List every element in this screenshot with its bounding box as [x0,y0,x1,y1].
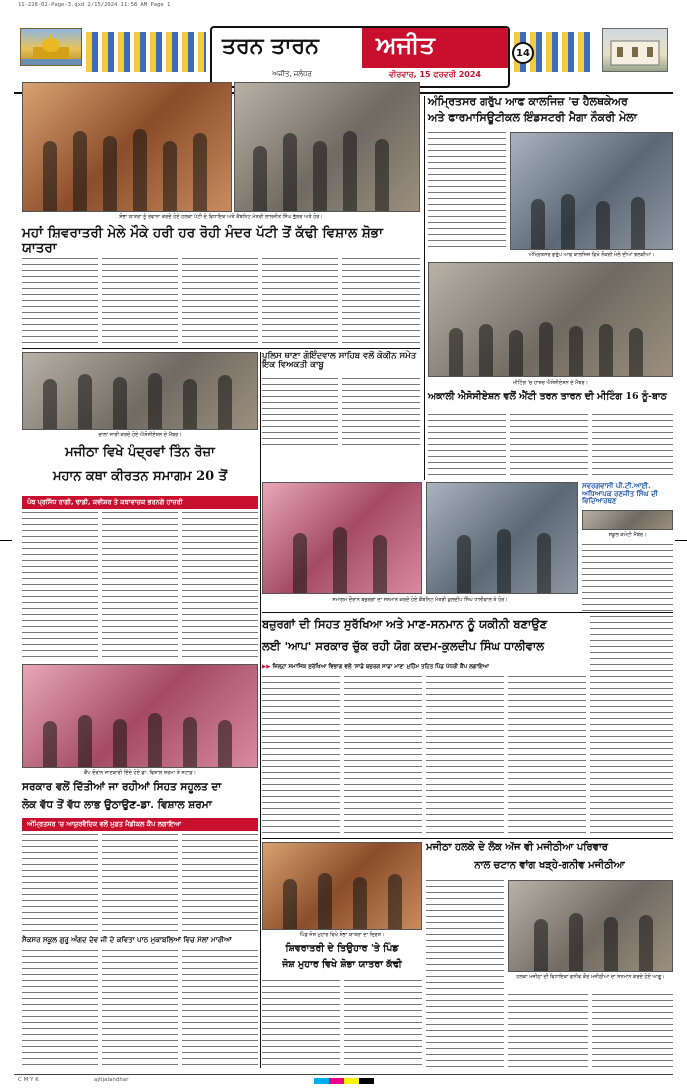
school-col-1 [22,950,98,1068]
health-camp-photo [22,664,258,768]
footer-slug: ajitjalandhar [94,1077,129,1083]
village-headline-2: ਜੋਸ਼ ਮੁਹਾਰ ਵਿਖੇ ਸ਼ੋਭਾ ਯਾਤਰਾ ਕੱਢੀ [282,959,402,970]
shivratri-col-5 [342,258,420,344]
right-short-photo [582,510,673,530]
amritsar-headline-1: ਅੰਮ੍ਰਿਤਸਰ ਗਰੁੱਪ ਆਫ ਕਾਲਜਿਜ਼ 'ਚ ਹੈਲਥਕੇਅਰ [428,95,628,108]
majithia-caption: ਹਲਕਾ ਮਜੀਠਾ ਦੀ ਵਿਧਾਇਕਾ ਗਨੀਵ ਕੌਰ ਮਜੀਠੀਆ ਦਾ ਸਨਮਾਨ ਕਰਦੇ ਹੋਏ ਆਗੂ। [516,974,665,980]
police-col-1 [262,378,338,448]
elders-event-photo-1 [262,482,422,594]
majitha-col-1 [22,512,98,660]
pensioners-photo-caption: ਮੀਟਿੰਗ 'ਚ ਹਾਜ਼ਰ ਐਸੋਸੀਏਸ਼ਨ ਦੇ ਮੈਂਬਰ। [512,380,589,386]
majitha-kicker: ਪੰਥ ਪ੍ਰਸਿੱਧ ਰਾਗੀ, ਢਾਡੀ, ਕਵੀਸ਼ਰ ਤੇ ਕਥਾਵਾਚਕ ਭਰਨਗੇ ਹਾਜ਼ਰੀ [22,496,258,509]
elders-col-2 [344,676,422,836]
right-short-caption: ਸਕੂਲ ਕਮੇਟੀ ਮੈਂਬਰ। [608,532,647,538]
shivratri-col-1 [22,258,98,344]
city-title: ਤਰਨ ਤਾਰਨ [222,33,319,59]
job-fair-caption: ਅੰਮ੍ਰਿਤਸਰ ਗਰੁੱਪ ਆਫ ਕਾਲਜਿਜ਼ ਵਿਖੇ ਨੌਕਰੀ ਮੇਲੇ ਦੀਆਂ ਝਲਕੀਆਂ। [528,252,655,258]
village-photo-caption: ਪਿੰਡ ਜੋਸ਼ ਮੁਹਾਰ ਵਿਖੇ ਸ਼ੋਭਾ ਯਾਤਰਾ ਦਾ ਦ੍ਰਿਸ਼। [299,932,385,938]
health-col-2 [102,834,178,932]
shivratri-col-3 [182,258,258,344]
majithia-headline-2: ਨਾਲ ਚਟਾਨ ਵਾਂਗ ਖੜ੍ਹੇ-ਗਨੀਵ ਮਜੀਠੀਆ [474,860,625,871]
village-col-1 [262,980,340,1068]
color-registration-bar [314,1078,374,1084]
building-image [602,28,668,72]
page-number: 14 [512,42,534,64]
majithia-col-3 [592,994,673,1068]
elders-headline-1: ਬਜ਼ੁਰਗਾਂ ਦੀ ਸਿਹਤ ਸੁਰੱਖਿਆ ਅਤੇ ਮਾਣ-ਸਨਮਾਨ ਨੂੰ ਯਕੀਨੀ ਬਣਾਉਣ [262,617,548,631]
procession-photo-1 [22,82,232,212]
top-photo-caption: ਸ਼ੋਭਾ ਯਾਤਰਾ ਨੂੰ ਰਵਾਨਾ ਕਰਦੇ ਹੋਏ ਹਲਕਾ ਪੱਟੀ ਦੇ ਵਿਧਾਇਕ ਅਤੇ ਕੈਬਨਿਟ ਮੰਤਰੀ ਲਾਲਜੀਤ ਸਿੰਘ ਭੁੱਲਰ ਅਤੇ ਹੋਰ। [119,214,323,220]
amritsar-headline-2: ਅਤੇ ਫਾਰਮਾਸਿਊਟੀਕਲ ਇੰਡਸਟਰੀ ਮੈਗਾ ਨੌਕਰੀ ਮੇਲਾ [428,111,637,124]
health-kicker: ਅੰਮ੍ਰਿਤਸਰ 'ਚ ਆਯੁਰਵੈਦਿਕ ਵਲੋਂ ਮੁਫ਼ਤ ਮੈਡੀਕਲ ਕੈਂਪ ਲਗਾਇਆ [22,818,258,831]
arrow-right-icon: ▶▶ [262,664,273,670]
elders-col-3 [426,676,504,836]
elders-headline-2: ਲਈ 'ਆਪ' ਸਰਕਾਰ ਚੁੱਕ ਰਹੀ ਯੋਗ ਕਦਮ-ਕੁਲਦੀਪ ਸਿੰਘ ਧਾਲੀਵਾਲ [262,639,545,653]
police-col-2 [342,378,420,448]
shivratri-headline: ਮਹਾਂ ਸ਼ਿਵਰਾਤਰੀ ਮੇਲੇ ਮੌਕੇ ਹਰੀ ਹਰ ਰੋਹੀ ਮੰਦਰ ਪੱਟੀ ਤੋਂ ਕੱਢੀ ਵਿਸ਼ਾਲ ਸ਼ੋਭਾ ਯਾਤਰਾ [22,225,383,256]
village-headline-1: ਸ਼ਿਵਰਾਤਰੀ ਦੇ ਤਿਉਹਾਰ 'ਤੇ ਪਿੰਡ [285,943,399,954]
majitha-headline-2: ਮਹਾਨ ਕਥਾ ਕੀਰਤਨ ਸਮਾਗਮ 20 ਤੋਂ [52,469,228,484]
shivratri-col-4 [262,258,338,344]
job-fair-photo [510,132,673,250]
elders-event-photo-2 [426,482,578,594]
elders-col-1 [262,676,340,836]
issue-date: ਵੀਰਵਾਰ, 15 ਫਰਵਰੀ 2024 [389,70,481,79]
school-col-2 [102,950,178,1068]
village-col-2 [344,980,422,1068]
decorative-strip [86,32,206,72]
majitha-headline-1: ਮਜੀਠਾ ਵਿਖੇ ਪੰਦ੍ਰਵਾਂ ਤਿੰਨ ਰੋਜ਼ਾ [65,445,215,460]
release-photo [22,352,258,430]
release-caption: ਚਾਲਾ ਜਾਰੀ ਕਰਦੇ ਹੋਏ ਐਸੋਸੀਏਸ਼ਨ ਦੇ ਮੈਂਬਰ। [98,432,182,438]
elders-event-caption: ਸਮਾਗਮ ਦੌਰਾਨ ਬਜ਼ੁਰਗਾਂ ਦਾ ਸਨਮਾਨ ਕਰਦੇ ਹੋਏ ਕੈਬਨਿਟ ਮੰਤਰੀ ਕੁਲਦੀਪ ਸਿੰਘ ਧਾਲੀਵਾਲ ਤੇ ਹੋਰ। [332,597,508,603]
pensioners-headline: ਅਕਾਲੀ ਐਸੋਸੀਏਸ਼ਨ ਵਲੋਂ ਐਂਟੀ ਤਰਨ ਤਾਰਨ ਦੀ ਮੀਟਿੰਗ 16 ਨੂੰ-ਬਾਠ [428,391,667,402]
majitha-col-3 [182,512,258,660]
paper-name-box [362,28,508,68]
right-short-headline: ਸਵਰਗਵਾਸੀ ਪੀ.ਟੀ.ਆਈ. ਅਧਿਆਪਕ ਰਣਜੀਤ ਸਿੰਘ ਦੀ ਵਿਦਿਆਰਥਣ [582,481,658,506]
majithia-photo [508,880,673,972]
pensioners-meeting-photo [428,262,673,377]
print-slug: 11-228-02-Page-3.qxd 2/15/2024 11:58 AM Page 1 [18,2,171,8]
majitha-col-2 [102,512,178,660]
school-col-3 [182,950,258,1068]
health-headline-2: ਲੋਕ ਵੱਧ ਤੋਂ ਵੱਧ ਲਾਭ ਉਠਾਉਣ-ਡਾ. ਵਿਸ਼ਾਲ ਸ਼ਰਮਾ [22,799,212,811]
school-headline: ਸੈਕਸਰ ਸਕੂਲ ਗੁਰੂ ਅੰਗਦ ਦੇਵ ਜੀ ਦੇ ਕਵਿਤਾ ਪਾਠ ਮੁਕਾਬਲਿਆਂ ਵਿਚ ਮੱਲਾਂ ਮਾਰੀਆਂ [22,935,232,944]
pensioners-col-2 [510,414,588,478]
footer [14,1074,673,1086]
temple-dome-icon [21,29,81,65]
majithia-headline-1: ਮਜੀਠਾ ਹਲਕੇ ਦੇ ਲੋਕ ਅੱਜ ਵੀ ਮਜੀਠੀਆ ਪਰਿਵਾਰ [426,842,609,853]
village-procession-photo [262,842,422,930]
procession-photo-2 [234,82,420,212]
elders-col-4 [508,676,586,836]
majithia-col-2 [508,994,588,1068]
elders-kicker-text: ਜ਼ਿਲ੍ਹਾ ਸਮਾਜਿਕ ਸੁਰੱਖਿਆ ਵਿਭਾਗ ਵਲੋਂ 'ਸਾਡੇ ਬਜ਼ੁਰਗ ਸਾਡਾ ਮਾਣ' ਮੁਹਿੰਮ ਤਹਿਤ ਪਿੰਡ ਪੱਧਰੀ ਕੈਂਪ ਲਗਾਇਆ [272,664,489,670]
health-photo-caption: ਕੈਂਪ ਦੌਰਾਨ ਜਾਣਕਾਰੀ ਦਿੰਦੇ ਹੋਏ ਡਾ. ਵਿਸ਼ਾਲ ਸ਼ਰਮਾ ਤੇ ਸਟਾਫ਼। [83,770,197,776]
column-rule [260,352,261,1068]
column-rule [424,96,425,480]
crop-mark [0,540,12,541]
section-rule [22,348,420,349]
section-rule [262,838,673,839]
section-rule [262,612,673,613]
footer-color-code: C M Y K [18,1077,39,1083]
elders-col-5 [590,616,673,836]
golden-temple-image [20,28,82,66]
shivratri-col-2 [102,258,178,344]
crop-mark [675,540,687,541]
sub-line: ਅਜੀਤ, ਜਲੰਧਰ [272,70,312,78]
paper-name: ਅਜੀਤ [376,30,435,59]
title-block [210,26,510,88]
health-col-3 [182,834,258,932]
building-icon [603,29,667,71]
pensioners-col-1 [428,414,506,478]
amritsar-col-1 [428,132,506,250]
right-short-col [582,544,673,612]
health-col-1 [22,834,98,932]
health-headline-1: ਸਰਕਾਰ ਵਲੋਂ ਦਿੱਤੀਆਂ ਜਾ ਰਹੀਆਂ ਸਿਹਤ ਸਹੂਲਤ ਦਾ [22,781,222,793]
police-headline: ਪੁਲਿਸ ਥਾਣਾ ਗੋਇੰਦਵਾਲ ਸਾਹਿਬ ਵਲੋਂ ਕੋਕੀਨ ਸਮੇਤ ਇਕ ਵਿਅਕਤੀ ਕਾਬੂ [262,351,417,371]
pensioners-col-3 [592,414,673,478]
majithia-col-1 [426,880,504,1068]
